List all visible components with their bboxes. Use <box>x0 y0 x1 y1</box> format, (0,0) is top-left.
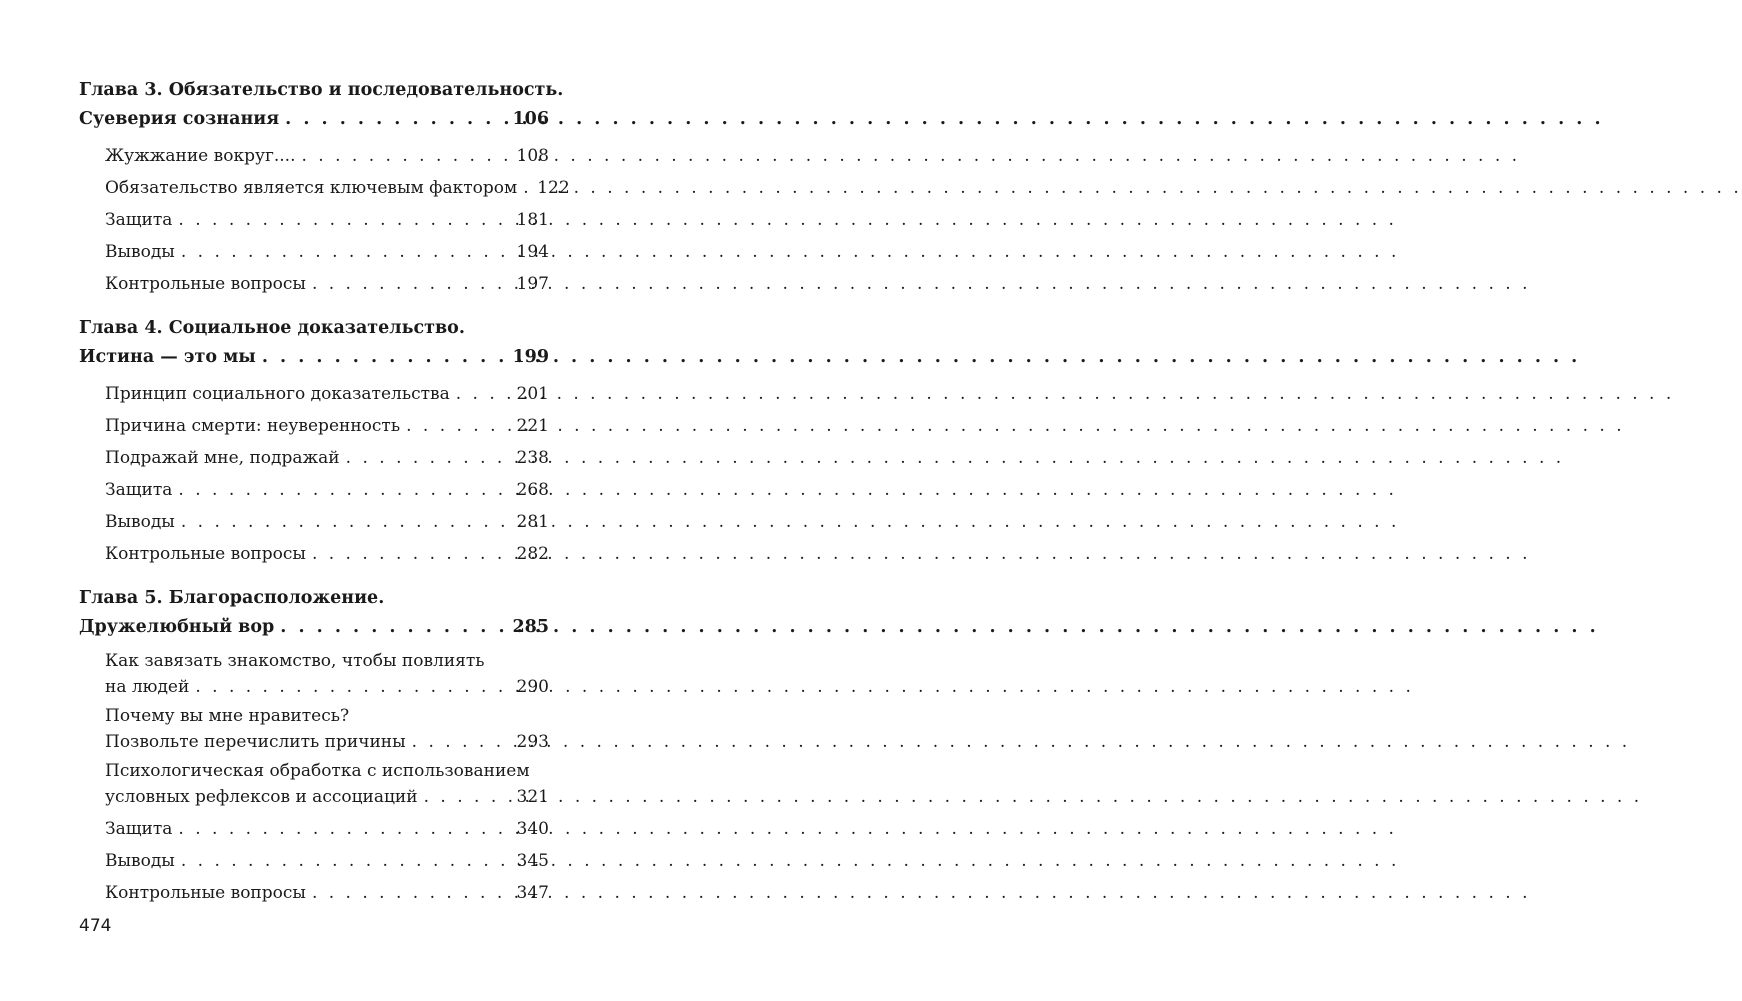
chapter-heading-line1: Глава 4. Социальное доказательство. <box>79 318 465 338</box>
toc-entry[interactable] <box>105 172 570 204</box>
section-list <box>79 378 549 570</box>
section-page-number: 108 <box>516 146 549 166</box>
toc-entry[interactable] <box>105 268 549 300</box>
section-title: Жужжание вокруг.... <box>105 146 296 166</box>
leader-dots <box>312 877 513 909</box>
toc-entry[interactable] <box>105 813 549 845</box>
leader-dots <box>181 845 513 877</box>
chapter-5 <box>79 584 549 909</box>
leader-dots <box>312 268 513 300</box>
section-page-number: 321 <box>516 787 549 807</box>
toc-entry[interactable] <box>105 877 549 909</box>
section-title: Защита <box>105 210 173 230</box>
section-page-number: 281 <box>516 512 549 532</box>
section-title: Контрольные вопросы <box>105 883 306 903</box>
section-title-line1: Психологическая обработка с использованием <box>105 761 530 781</box>
toc-entry[interactable] <box>105 506 549 538</box>
chapter-page-number: 199 <box>512 347 549 367</box>
toc-entry[interactable] <box>105 236 549 268</box>
section-title: Позвольте перечислить причины <box>105 732 406 752</box>
leader-dots <box>280 613 508 642</box>
chapter-4 <box>79 314 549 570</box>
toc-entry[interactable] <box>105 442 549 474</box>
page-number: 474 <box>79 916 112 936</box>
leader-dots <box>181 236 513 268</box>
section-title: Выводы <box>105 242 175 262</box>
toc-entry[interactable] <box>105 538 549 570</box>
section-list <box>79 648 549 909</box>
chapter-heading-line2[interactable] <box>79 613 549 642</box>
toc-entry-multiline[interactable] <box>105 648 549 700</box>
book-page <box>0 0 639 1001</box>
toc-entry[interactable] <box>105 378 549 410</box>
section-page-number: 197 <box>516 274 549 294</box>
section-title: Выводы <box>105 512 175 532</box>
section-title: Контрольные вопросы <box>105 274 306 294</box>
leader-dots <box>262 343 509 372</box>
leader-dots <box>178 813 512 845</box>
toc-entry[interactable] <box>105 204 549 236</box>
section-title: Защита <box>105 819 173 839</box>
section-page-number: 293 <box>516 732 549 752</box>
section-page-number: 221 <box>516 416 549 436</box>
section-title: Причина смерти: неуверенность <box>105 416 401 436</box>
leader-dots <box>406 410 512 442</box>
leader-dots <box>178 204 512 236</box>
chapter-page-number: 106 <box>512 109 549 129</box>
leader-dots <box>178 474 512 506</box>
section-title: Контрольные вопросы <box>105 544 306 564</box>
leader-dots <box>285 105 508 134</box>
section-title: условных рефлексов и ассоциаций <box>105 787 418 807</box>
section-page-number: 282 <box>516 544 549 564</box>
chapter-title: Истина — это мы <box>79 347 256 367</box>
section-title-line1: Почему вы мне нравитесь? <box>105 706 350 726</box>
section-page-number: 290 <box>516 677 549 697</box>
toc-entry[interactable] <box>105 474 549 506</box>
chapter-3 <box>79 76 570 300</box>
section-page-number: 347 <box>516 883 549 903</box>
leader-dots <box>456 378 513 410</box>
chapter-title: Дружелюбный вор <box>79 617 275 637</box>
table-of-contents <box>79 76 570 909</box>
leader-dots <box>412 729 513 755</box>
section-title: Обязательство является ключевым фактором <box>105 178 518 198</box>
section-page-number: 181 <box>516 210 549 230</box>
section-page-number: 268 <box>516 480 549 500</box>
chapter-page-number: 285 <box>512 617 549 637</box>
section-page-number: 201 <box>516 384 549 404</box>
chapter-title: Суеверия сознания <box>79 109 280 129</box>
section-title-line1: Как завязать знакомство, чтобы повлиять <box>105 651 485 671</box>
toc-entry[interactable] <box>105 140 549 172</box>
chapter-heading-line1: Глава 5. Благорасположение. <box>79 588 385 608</box>
leader-dots <box>346 442 513 474</box>
section-page-number: 345 <box>516 851 549 871</box>
toc-entry[interactable] <box>105 845 549 877</box>
leader-dots <box>312 538 513 570</box>
section-title: Выводы <box>105 851 175 871</box>
section-title: Принцип социального доказательства <box>105 384 450 404</box>
leader-dots <box>424 784 513 810</box>
section-page-number: 238 <box>516 448 549 468</box>
section-page-number: 340 <box>516 819 549 839</box>
leader-dots <box>301 140 512 172</box>
section-page-number: 122 <box>537 178 570 198</box>
section-page-number: 194 <box>516 242 549 262</box>
section-list <box>79 140 570 300</box>
chapter-heading-line2[interactable] <box>79 105 549 134</box>
toc-entry-multiline[interactable] <box>105 703 549 755</box>
chapter-heading-line1: Глава 3. Обязательство и последовательность. <box>79 80 564 100</box>
toc-entry[interactable] <box>105 410 549 442</box>
chapter-heading-line2[interactable] <box>79 343 549 372</box>
leader-dots <box>181 506 513 538</box>
section-title: Подражай мне, подражай <box>105 448 340 468</box>
leader-dots <box>523 172 533 204</box>
section-title: на людей <box>105 677 190 697</box>
toc-entry-multiline[interactable] <box>105 758 549 810</box>
leader-dots <box>195 674 512 700</box>
section-title: Защита <box>105 480 173 500</box>
